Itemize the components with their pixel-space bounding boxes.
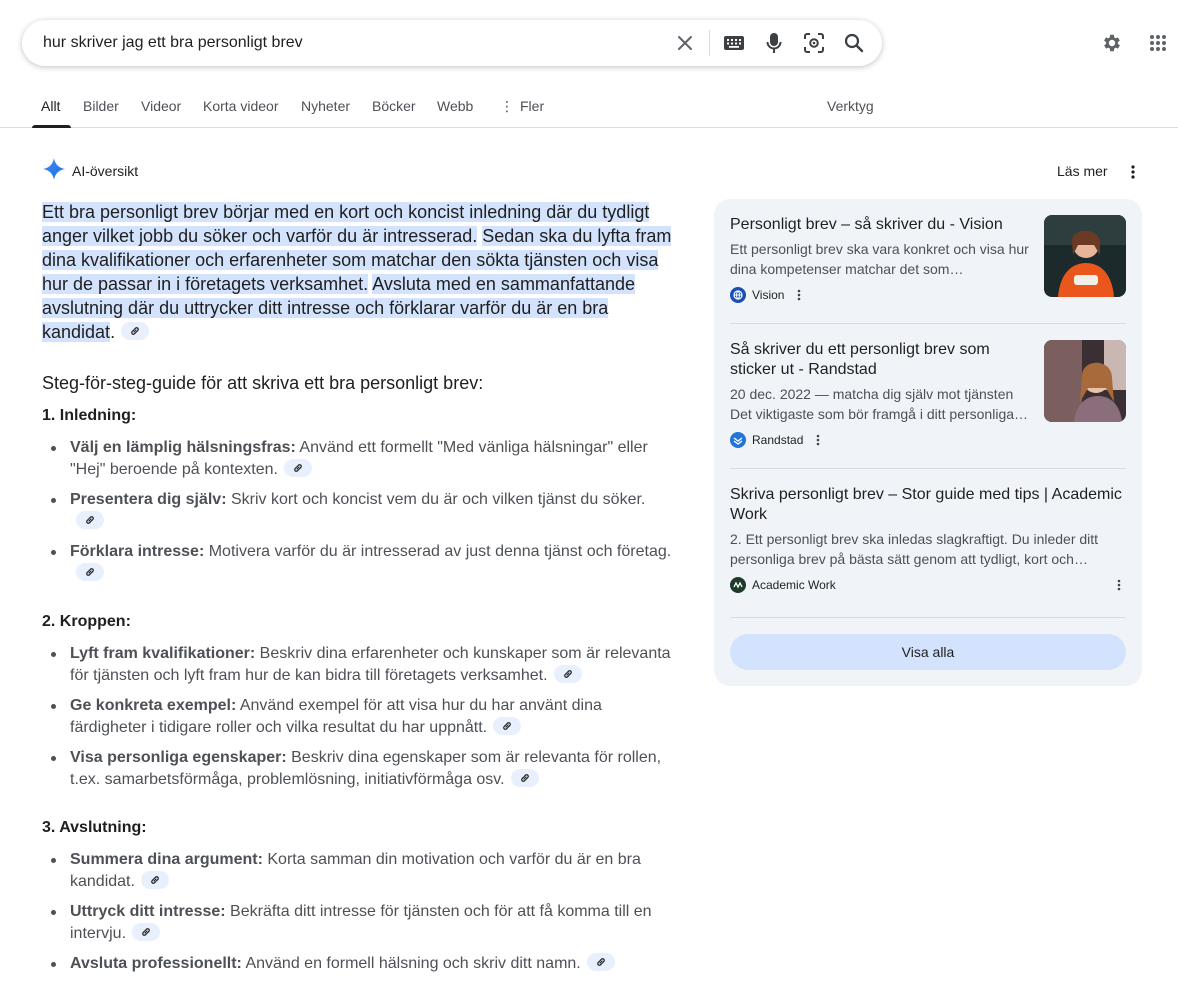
link-icon <box>292 462 304 474</box>
item-heading: Lyft fram kvalifikationer: <box>70 645 256 662</box>
source-title[interactable]: Skriva personligt brev – Stor guide med tips | Academic Work <box>730 486 1122 523</box>
list-item <box>42 901 672 945</box>
list-item <box>42 489 672 533</box>
source-divider <box>730 617 1126 618</box>
item-text: Korta samman din motivation och varför du är en bra kandidat. <box>70 851 641 890</box>
source-card[interactable] <box>730 215 1126 305</box>
sources-panel <box>714 199 1142 686</box>
search-box[interactable] <box>22 20 882 66</box>
source-title[interactable]: Så skriver du ett personligt brev som sticker ut - Randstad <box>730 341 990 378</box>
source-link-chip[interactable] <box>141 871 169 889</box>
tab-more-label: Fler <box>520 98 545 114</box>
list-item <box>42 849 672 893</box>
item-heading: Visa personliga egenskaper: <box>70 749 287 766</box>
source-title[interactable]: Personligt brev – så skriver du - Vision <box>730 216 1003 233</box>
list-item <box>42 747 672 791</box>
tab-more[interactable] <box>500 98 544 115</box>
source-card[interactable] <box>730 485 1126 595</box>
link-icon <box>140 926 152 938</box>
source-link-chip[interactable] <box>554 665 582 683</box>
item-text: Använd en formell hälsning och skriv ditt namn. <box>241 955 581 972</box>
source-card[interactable] <box>730 340 1126 450</box>
source-site: Vision <box>752 288 785 302</box>
source-link-chip[interactable] <box>493 717 521 735</box>
item-text: Motivera varför du är intresserad av just denna tjänst och företag. <box>204 543 672 560</box>
source-divider <box>730 468 1126 469</box>
list-item <box>42 953 672 975</box>
source-thumbnail[interactable] <box>1044 340 1126 422</box>
camera-lens-icon[interactable] <box>802 31 826 55</box>
item-text: Använd exempel för att visa hur du har använt dina färdigheter i tidigare roller och vilka resultat du har uppnått. <box>70 697 602 736</box>
section-list <box>42 849 672 975</box>
source-more-icon[interactable] <box>1112 577 1126 593</box>
source-meta <box>730 432 1126 448</box>
tab-news[interactable]: Nyheter <box>301 98 351 114</box>
source-link-chip[interactable] <box>121 322 149 340</box>
item-heading: Avsluta professionellt: <box>70 955 242 972</box>
ai-overview-header <box>42 158 138 184</box>
source-snippet: Ett personligt brev ska vara konkret och visa hur dina kompetenser matchar det som… <box>730 241 1029 277</box>
link-icon <box>149 874 161 886</box>
search-icon[interactable] <box>842 31 866 55</box>
apps-grid-icon[interactable] <box>1146 31 1170 55</box>
ai-overview-content <box>42 200 672 983</box>
item-heading: Uttryck ditt intresse: <box>70 903 226 920</box>
item-text: Skriv kort och koncist vem du är och vilken tjänst du söker. <box>226 491 646 508</box>
item-heading: Summera dina argument: <box>70 851 263 868</box>
item-text: Beskriv dina erfarenheter och kunskaper som är relevanta för tjänsten och lyft fram hur de kan bidra till företagets verksamhet. <box>70 645 671 684</box>
source-link-chip[interactable] <box>587 953 615 971</box>
link-icon <box>562 668 574 680</box>
tab-short-videos[interactable]: Korta videor <box>203 98 279 114</box>
section-title: 3. Avslutning: <box>42 819 147 836</box>
microphone-icon[interactable] <box>762 31 786 55</box>
source-link-chip[interactable] <box>284 459 312 477</box>
clear-icon[interactable] <box>673 31 697 55</box>
source-snippet: 20 dec. 2022 — matcha dig själv mot tjänsten Det viktigaste som bör framgå i ditt personliga… <box>730 386 1029 422</box>
item-heading: Förklara intresse: <box>70 543 205 560</box>
link-icon <box>501 720 513 732</box>
tools-button[interactable]: Verktyg <box>827 98 874 114</box>
search-tabs <box>0 86 1178 128</box>
source-more-icon[interactable] <box>811 432 825 448</box>
ai-summary <box>42 200 672 344</box>
source-snippet: 2. Ett personligt brev ska inledas slagkraftigt. Du inleder ditt personliga brev på bästa sätt genom att tydligt, kort och… <box>730 531 1099 567</box>
source-link-chip[interactable] <box>511 769 539 787</box>
link-icon <box>84 514 96 526</box>
summary-sentence[interactable]: Sedan ska du lyfta fram dina kvalifikationer och erfarenheter som matchar den sökta tjänsten och visa hur de passar in i företagets verksamhet. <box>42 226 672 294</box>
section-list <box>42 437 672 585</box>
list-item <box>42 695 672 739</box>
source-link-chip[interactable] <box>132 923 160 941</box>
guide-heading: Steg-för-steg-guide för att skriva ett bra personligt brev: <box>42 373 484 393</box>
link-icon <box>595 956 607 968</box>
link-icon <box>129 325 141 337</box>
source-link-chip[interactable] <box>76 511 104 529</box>
more-options-icon[interactable] <box>1124 162 1142 182</box>
settings-gear-icon[interactable] <box>1100 31 1124 55</box>
randstad-favicon-icon <box>730 432 746 448</box>
source-divider <box>730 323 1126 324</box>
source-thumbnail[interactable] <box>1044 215 1126 297</box>
tab-images[interactable]: Bilder <box>83 98 119 114</box>
list-item <box>42 437 672 481</box>
link-icon <box>84 566 96 578</box>
list-item <box>42 643 672 687</box>
summary-sentence[interactable]: Ett bra personligt brev börjar med en kort och koncist inledning där du tydligt anger vilket jobb du söker och varför du är intresserad. <box>42 202 650 246</box>
link-icon <box>519 772 531 784</box>
item-heading: Presentera dig själv: <box>70 491 227 508</box>
summary-sentence[interactable]: Avsluta med en sammanfattande avslutning där du uttrycker ditt intresse och förklarar varför du är en bra kandidat <box>42 274 636 342</box>
source-meta <box>730 577 1126 593</box>
source-more-icon[interactable] <box>792 287 806 303</box>
tab-books[interactable]: Böcker <box>372 98 416 114</box>
source-site: Academic Work <box>752 578 836 592</box>
vision-favicon-icon <box>730 287 746 303</box>
keyboard-icon[interactable] <box>722 31 746 55</box>
source-site: Randstad <box>752 433 804 447</box>
section-title: 1. Inledning: <box>42 407 137 424</box>
ai-overview-title: AI-översikt <box>72 163 139 179</box>
item-heading: Ge konkreta exempel: <box>70 697 237 714</box>
show-all-button[interactable]: Visa alla <box>730 634 1126 670</box>
search-input[interactable]: hur skriver jag ett bra personligt brev <box>43 34 303 51</box>
list-item <box>42 541 672 585</box>
section-title: 2. Kroppen: <box>42 613 131 630</box>
academic-work-favicon-icon <box>730 577 746 593</box>
item-heading: Välj en lämplig hälsningsfras: <box>70 439 296 456</box>
source-link-chip[interactable] <box>76 563 104 581</box>
more-vert-icon: ⋮ <box>500 98 514 114</box>
item-text: Bekräfta ditt intresse för tjänsten och för att få komma till en intervju. <box>70 903 652 942</box>
item-text: Använd ett formellt "Med vänliga hälsningar" eller "Hej" beroende på kontexten. <box>70 439 648 478</box>
gemini-sparkle-icon <box>42 157 66 186</box>
active-tab-indicator <box>32 125 71 128</box>
section-list <box>42 643 672 791</box>
item-text: Beskriv dina egenskaper som är relevanta för rollen, t.ex. samarbetsförmåga, problemlösning, initiativförmåga osv. <box>70 749 662 788</box>
tab-web[interactable]: Webb <box>437 98 474 114</box>
search-divider <box>709 30 710 56</box>
summary-period: . <box>110 322 116 342</box>
tab-all[interactable]: Allt <box>41 98 61 114</box>
read-more-link[interactable]: Läs mer <box>1057 163 1108 179</box>
tab-videos[interactable]: Videor <box>141 98 182 114</box>
